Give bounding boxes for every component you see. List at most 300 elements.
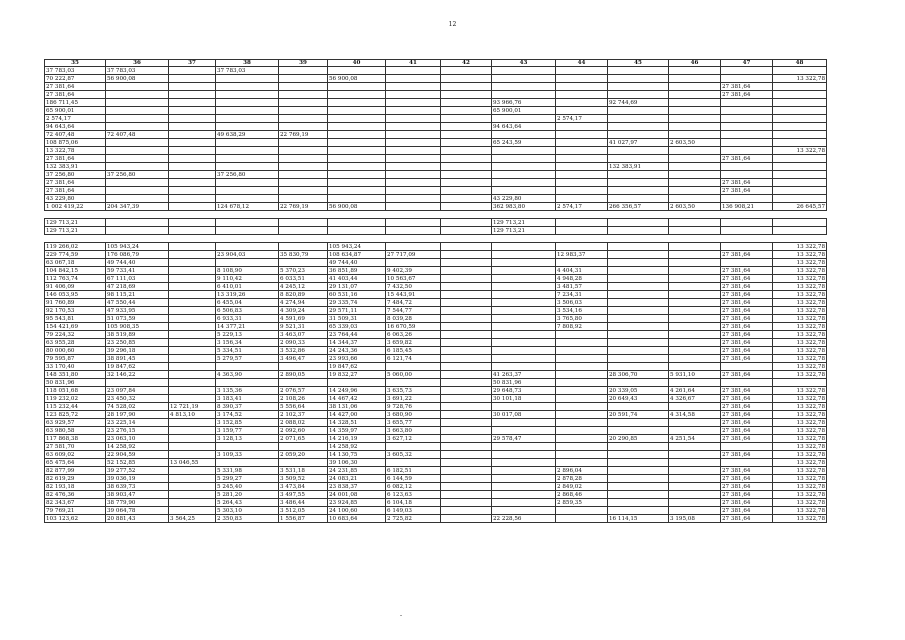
table-row [45,67,827,75]
table-cell: 14 249,96 [328,387,386,395]
table-row [45,147,827,155]
table-cell [608,83,669,91]
table-cell: 36 851,89 [328,267,386,275]
table-cell: 30 101,18 [492,395,556,403]
table-cell [441,155,492,163]
table-cell [279,235,328,243]
table-cell [169,331,216,339]
table-cell [441,379,492,387]
table-cell [721,147,773,155]
table-cell: 12 721,19 [169,403,216,411]
table-cell [669,483,721,491]
table-cell [608,491,669,499]
table-cell [608,419,669,427]
table-cell [279,259,328,267]
table-cell [441,307,492,315]
table-row [45,243,827,251]
table-cell [492,91,556,99]
table-cell [492,267,556,275]
table-cell [386,67,441,75]
table-cell [386,179,441,187]
table-cell: 19 847,62 [328,363,386,371]
table-cell: 92 170,53 [45,307,106,315]
table-cell [216,195,279,203]
table-cell: 5 245,40 [216,483,279,491]
table-cell: 2 878,28 [556,475,608,483]
table-cell: 39 064,78 [106,507,169,515]
table-cell [669,91,721,99]
table-cell [441,83,492,91]
table-cell [279,115,328,123]
table-cell [328,219,386,227]
table-cell [216,443,279,451]
table-cell: 29 131,07 [328,283,386,291]
table-cell [669,275,721,283]
table-cell [556,507,608,515]
table-cell: 65 475,64 [45,459,106,467]
table-row [45,107,827,115]
table-cell [608,467,669,475]
table-cell [386,235,441,243]
table-cell [608,363,669,371]
table-cell [669,475,721,483]
table-cell [169,243,216,251]
table-cell [773,107,827,115]
table-cell [441,339,492,347]
table-cell [441,387,492,395]
table-cell [216,459,279,467]
table-cell: 27 581,70 [45,443,106,451]
table-cell: 13 322,78 [773,499,827,507]
table-cell [328,179,386,187]
table-cell: 13 322,78 [773,403,827,411]
table-cell [328,139,386,147]
table-cell [106,123,169,131]
table-cell [608,499,669,507]
table-cell: 13 322,78 [773,387,827,395]
table-cell [556,411,608,419]
table-cell [669,291,721,299]
table-cell [279,147,328,155]
table-cell: 33 170,40 [45,363,106,371]
table-cell: 13 322,78 [773,267,827,275]
table-cell [169,211,216,219]
table-cell: 27 381,64 [721,267,773,275]
table-cell: 23 250,85 [106,339,169,347]
table-cell: 2 059,20 [279,451,328,459]
table-cell [492,419,556,427]
table-cell: 13 322,78 [773,419,827,427]
table-cell [669,419,721,427]
table-cell: 2 088,02 [279,419,328,427]
table-cell: 27 381,64 [721,427,773,435]
table-cell: 27 381,64 [721,283,773,291]
table-cell [279,459,328,467]
table-cell [216,363,279,371]
table-cell: 23 924,85 [328,499,386,507]
table-cell: 24 243,36 [328,347,386,355]
table-cell: 13 322,78 [773,251,827,259]
table-cell: 176 086,79 [106,251,169,259]
table-cell [216,147,279,155]
table-cell: 13 322,78 [773,331,827,339]
table-cell [669,427,721,435]
table-cell: 27 381,64 [721,467,773,475]
table-cell: 22 769,19 [279,203,328,211]
table-cell [169,179,216,187]
table-cell [216,139,279,147]
table-cell: 27 381,64 [721,251,773,259]
table-cell [492,475,556,483]
table-cell: 24 231,85 [328,467,386,475]
table-cell [492,251,556,259]
table-cell [669,339,721,347]
table-row [45,467,827,475]
table-cell: 23 276,15 [106,427,169,435]
table-cell [492,451,556,459]
table-cell: 13 322,78 [773,315,827,323]
table-cell: 24 001,08 [328,491,386,499]
table-cell [386,155,441,163]
table-cell [441,331,492,339]
table-cell [279,83,328,91]
table-cell [608,219,669,227]
table-cell [216,83,279,91]
table-cell [386,83,441,91]
table-cell: 6 455,04 [216,299,279,307]
table-cell [441,99,492,107]
table-cell [608,347,669,355]
table-cell [773,99,827,107]
table-cell [216,155,279,163]
table-cell: 16 114,15 [608,515,669,523]
table-cell: 94 643,64 [45,123,106,131]
table-cell [328,131,386,139]
table-cell [556,387,608,395]
table-cell [441,179,492,187]
table-cell [106,179,169,187]
table-row [45,131,827,139]
table-cell [492,339,556,347]
table-cell [441,187,492,195]
table-cell: 56 900,08 [328,203,386,211]
table-cell: 19 832,27 [328,371,386,379]
table-cell [556,227,608,235]
table-cell [279,75,328,83]
table-cell [216,115,279,123]
table-cell: 38 891,45 [106,355,169,363]
table-cell: 4 591,69 [279,315,328,323]
table-cell: 3 473,84 [279,483,328,491]
table-cell: 6 033,51 [279,275,328,283]
table-cell: 91 406,09 [45,283,106,291]
table-cell: 2 603,50 [669,203,721,211]
table-cell [669,171,721,179]
table-cell [441,163,492,171]
table-cell: 9 521,31 [279,323,328,331]
table-cell [721,99,773,107]
table-cell: 7 234,31 [556,291,608,299]
table-cell: 29 335,74 [328,299,386,307]
table-cell [669,347,721,355]
table-row [45,443,827,451]
table-cell [608,147,669,155]
table-cell [216,259,279,267]
table-cell: 2 076,57 [279,387,328,395]
table-cell [279,179,328,187]
table-cell [169,379,216,387]
table-cell [669,107,721,115]
table-cell [386,131,441,139]
table-cell [169,67,216,75]
table-cell: 14 258,92 [328,443,386,451]
table-cell [721,163,773,171]
table-cell: 27 381,64 [721,307,773,315]
table-cell: 27 381,64 [45,91,106,99]
table-cell: 2 868,46 [556,491,608,499]
table-cell [669,131,721,139]
table-cell: 2 603,50 [669,139,721,147]
table-cell: 5 303,10 [216,507,279,515]
table-cell [492,235,556,243]
table-row [45,435,827,443]
table-cell: 28 197,90 [106,411,169,419]
table-cell: 13 322,78 [773,435,827,443]
table-cell [773,83,827,91]
table-cell: 38 639,73 [106,483,169,491]
table-cell: 3 765,80 [556,315,608,323]
table-cell: 13 322,78 [773,371,827,379]
table-cell: 7 544,77 [386,307,441,315]
table-row [45,339,827,347]
table-cell: 72 407,48 [45,131,106,139]
table-row [45,507,827,515]
table-cell: 65 900,01 [492,107,556,115]
table-cell: 47 218,69 [106,283,169,291]
table-cell: 6 933,31 [216,315,279,323]
table-cell [608,339,669,347]
table-cell: 123 825,72 [45,411,106,419]
table-cell: 14 377,21 [216,323,279,331]
table-cell: 37 256,80 [45,171,106,179]
table-cell [608,75,669,83]
table-cell: 20 591,74 [608,411,669,419]
table-cell [441,291,492,299]
table-cell [608,331,669,339]
table-cell [279,163,328,171]
table-cell: 13 322,78 [773,443,827,451]
table-row [45,403,827,411]
table-cell [556,435,608,443]
table-cell: 14 130,75 [328,451,386,459]
table-cell [216,219,279,227]
table-cell [669,363,721,371]
table-cell: 39 036,19 [106,475,169,483]
table-cell: 27 381,64 [721,355,773,363]
table-cell [669,227,721,235]
table-cell: 14 467,42 [328,395,386,403]
table-cell [386,211,441,219]
table-cell: 47 933,95 [106,307,169,315]
table-cell [669,299,721,307]
table-cell: 105 943,24 [106,243,169,251]
table-cell: 7 808,92 [556,323,608,331]
table-cell [608,187,669,195]
table-cell [169,283,216,291]
table-cell [669,187,721,195]
table-cell [608,355,669,363]
table-cell: 22 904,59 [106,451,169,459]
table-cell [669,403,721,411]
table-cell [386,379,441,387]
table-cell [556,451,608,459]
table-cell: 20 290,85 [608,435,669,443]
table-cell: 103 123,62 [45,515,106,523]
table-cell [169,387,216,395]
table-cell: 13 322,78 [773,75,827,83]
table-cell: 56 900,08 [328,75,386,83]
table-cell: 23 225,14 [106,419,169,427]
table-cell [441,259,492,267]
table-cell: 4 274,94 [279,299,328,307]
table-cell: 4 251,54 [669,435,721,443]
table-cell: 3 496,47 [279,355,328,363]
table-cell: 6 149,03 [386,507,441,515]
table-cell [608,475,669,483]
table-row [45,187,827,195]
table-cell [441,171,492,179]
table-cell [328,91,386,99]
table-cell: 13 319,26 [216,291,279,299]
table-cell: 3 152,85 [216,419,279,427]
table-cell: 74 528,02 [106,403,169,411]
table-cell: 82 193,18 [45,483,106,491]
table-cell [608,155,669,163]
table-cell: 3 531,18 [279,467,328,475]
table-cell [492,259,556,267]
table-cell [608,259,669,267]
table-cell: 27 381,64 [721,371,773,379]
table-cell [169,75,216,83]
table-cell [556,123,608,131]
table-cell [669,219,721,227]
table-cell: 65 339,03 [328,323,386,331]
table-cell [106,235,169,243]
table-cell: 27 381,64 [721,83,773,91]
table-cell [169,219,216,227]
table-cell [608,107,669,115]
table-cell: 1 002 419,22 [45,203,106,211]
table-cell [279,155,328,163]
table-cell [721,235,773,243]
table-cell: 72 407,48 [106,131,169,139]
table-cell [169,259,216,267]
column-header: 46 [669,60,721,67]
table-row [45,379,827,387]
table-cell: 13 322,78 [773,259,827,267]
table-cell [669,379,721,387]
table-cell [386,107,441,115]
table-row [45,155,827,163]
table-cell: 79 224,32 [45,331,106,339]
table-cell: 3 486,44 [279,499,328,507]
table-row [45,75,827,83]
table-cell: 104 842,15 [45,267,106,275]
table-row [45,515,827,523]
table-cell: 3 691,22 [386,395,441,403]
table-cell [386,171,441,179]
table-cell [386,115,441,123]
table-row [45,171,827,179]
table-cell [669,499,721,507]
table-cell [169,99,216,107]
table-cell: 13 322,78 [773,323,827,331]
table-cell: 4 314,58 [669,411,721,419]
table-cell: 6 185,45 [386,347,441,355]
table-cell [441,419,492,427]
table-row [45,115,827,123]
table-cell [669,235,721,243]
table-cell [106,83,169,91]
table-row [45,267,827,275]
table-cell [169,251,216,259]
table-cell: 3 156,34 [216,339,279,347]
table-cell [556,139,608,147]
table-row [45,227,827,235]
table-cell [721,67,773,75]
table-cell [492,499,556,507]
table-cell [386,163,441,171]
table-cell [169,235,216,243]
table-cell: 13 322,78 [773,363,827,371]
column-header: 39 [279,60,328,67]
table-cell [106,91,169,99]
table-cell: 27 381,64 [721,91,773,99]
table-cell [773,179,827,187]
table-cell: 3 195,08 [669,515,721,523]
table-row [45,139,827,147]
table-cell: 4 261,64 [669,387,721,395]
table-cell [492,331,556,339]
table-cell: 2 890,05 [279,371,328,379]
table-row [45,499,827,507]
table-cell [608,251,669,259]
table-cell [328,227,386,235]
table-row [45,283,827,291]
table-cell [492,467,556,475]
table-cell: 13 322,78 [773,395,827,403]
table-cell: 27 381,64 [721,507,773,515]
table-cell [669,451,721,459]
table-cell [721,379,773,387]
table-cell [169,291,216,299]
table-cell [386,363,441,371]
column-header: 42 [441,60,492,67]
table-cell: 13 322,78 [773,243,827,251]
table-row [45,315,827,323]
table-cell: 105 908,35 [106,323,169,331]
table-cell [169,467,216,475]
table-cell [441,459,492,467]
table-cell: 56 900,08 [106,75,169,83]
table-cell [669,115,721,123]
table-cell [492,443,556,451]
table-cell: 8 039,28 [386,315,441,323]
table-cell [169,427,216,435]
table-cell [169,347,216,355]
table-cell: 29 648,73 [492,387,556,395]
table-row [45,211,827,219]
